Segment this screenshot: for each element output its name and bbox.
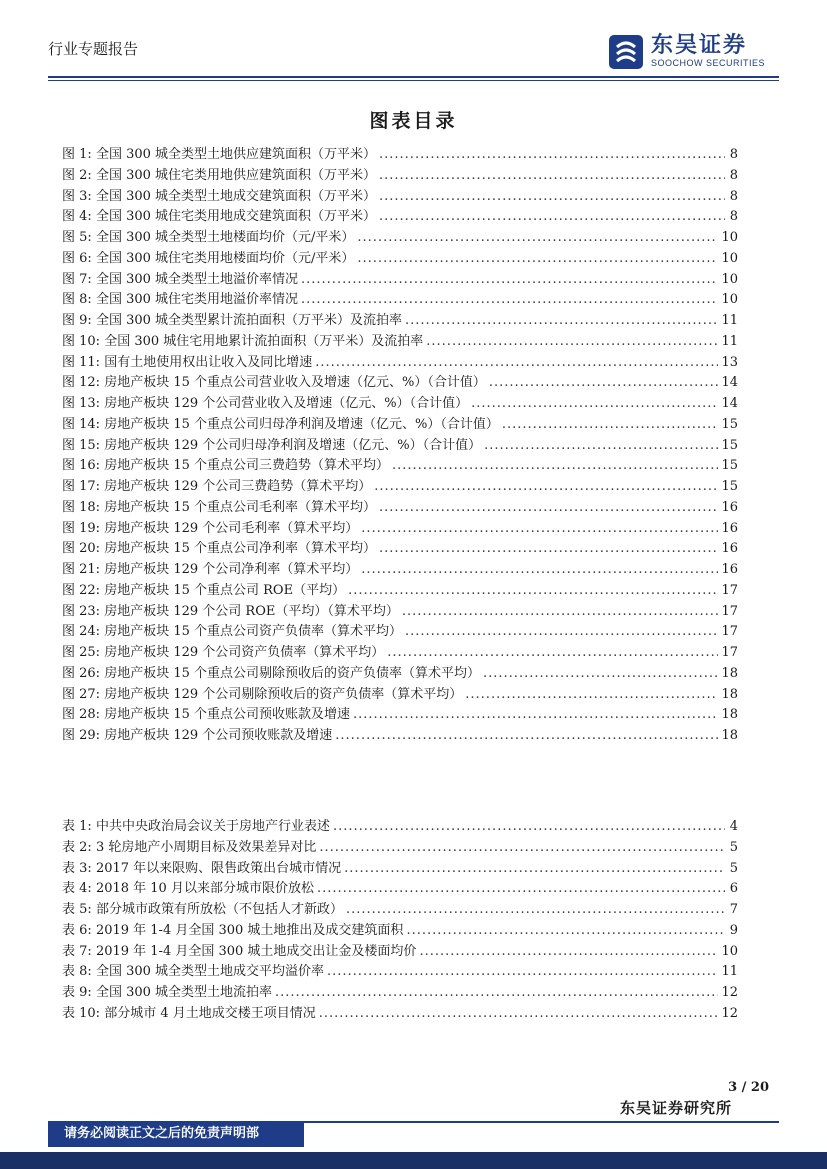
figure-entry-page: 17	[721, 624, 738, 640]
figure-entry-text: 房地产板块 129 个公司营业收入及增速（亿元、%）（合计值）	[104, 396, 469, 411]
bottom-color-band	[0, 1152, 827, 1169]
dot-leader	[348, 583, 718, 598]
figure-entry-title	[62, 600, 399, 619]
figure-entry[interactable]	[62, 558, 738, 579]
figure-entry-text: 房地产板块 15 个重点公司净利率（算术平均）	[104, 541, 377, 557]
figure-entry-text: 房地产板块 129 个公司净利率（算术平均）	[104, 562, 359, 577]
figure-entry[interactable]	[62, 247, 738, 268]
figure-entry-title	[62, 185, 376, 204]
figure-entry-title	[62, 247, 354, 266]
figure-entry-title	[62, 288, 298, 307]
header-divider-thin	[48, 80, 779, 81]
figure-entry-page: 14	[721, 396, 738, 411]
page-number: 3 / 20	[728, 1080, 769, 1095]
figure-entry-text: 房地产板块 129 个公司预收账款及增速	[104, 728, 333, 743]
figure-entry-number: 图 28:	[62, 707, 101, 723]
dot-leader	[357, 230, 718, 245]
figure-entry-title	[62, 579, 345, 598]
header-divider	[48, 76, 779, 78]
figure-entry-title	[62, 683, 462, 702]
figure-entry-text: 全国 300 城全类型土地成交建筑面积（万平米）	[95, 188, 377, 204]
figure-entry-title	[62, 475, 371, 494]
figure-entry-page: 8	[729, 209, 738, 225]
figure-entry[interactable]	[62, 454, 738, 475]
figure-entry-number: 图 23:	[62, 603, 101, 619]
dot-leader	[357, 251, 718, 266]
figure-entry-text: 房地产板块 129 个公司 ROE（平均）（算术平均）	[104, 603, 399, 619]
dot-leader	[471, 396, 718, 411]
figure-entry-text: 房地产板块 129 个公司三费趋势（算术平均）	[104, 479, 372, 494]
table-entry-page: 4	[729, 819, 738, 834]
figure-entry-text: 房地产板块 15 个重点公司营业收入及增速（亿元、%）（合计值）	[104, 375, 486, 391]
table-entry-number: 表 9:	[62, 985, 92, 1000]
figure-entry-page: 18	[721, 707, 738, 723]
figure-entry-title	[62, 641, 384, 660]
figure-entry-page: 10	[721, 250, 738, 266]
figure-entry-number: 图 12:	[62, 375, 101, 391]
table-entry-title	[62, 877, 314, 896]
disclaimer-notice: 请务必阅读正文之后的免责声明部	[48, 1121, 304, 1147]
dot-leader	[387, 645, 718, 660]
figure-entry-number: 图 4:	[62, 209, 92, 225]
figure-entry-number: 图 18:	[62, 499, 101, 515]
figure-entry-page: 17	[721, 603, 738, 619]
table-entry[interactable]	[62, 898, 738, 919]
figure-entry-page: 15	[721, 479, 738, 494]
figure-entry-number: 图 20:	[62, 541, 101, 557]
figure-entry-number: 图 15:	[62, 437, 101, 453]
figure-entry-text: 房地产板块 15 个重点公司资产负债率（算术平均）	[104, 624, 403, 640]
figure-entry-number: 图 29:	[62, 728, 101, 743]
figure-entry[interactable]	[62, 517, 738, 538]
figure-entry-page: 8	[729, 167, 738, 183]
footer-divider	[300, 1121, 779, 1123]
table-entry-text: 2018 年 10 月以来部分城市限价放松	[95, 881, 314, 897]
figure-entry-page: 16	[721, 562, 738, 577]
table-entry-page: 12	[721, 1005, 738, 1021]
figure-entry-title	[62, 371, 486, 390]
figure-entry[interactable]	[62, 600, 738, 621]
figure-entry[interactable]	[62, 434, 738, 455]
figure-entry[interactable]	[62, 579, 738, 600]
figure-entry[interactable]	[62, 185, 738, 206]
dot-leader	[319, 1006, 719, 1021]
figure-entry-text: 房地产板块 129 个公司毛利率（算术平均）	[104, 520, 359, 536]
figure-entry-number: 图 14:	[62, 416, 101, 432]
figure-entry-title	[62, 226, 354, 245]
figure-entry-title	[62, 620, 402, 639]
figure-entry-title	[62, 205, 376, 224]
figure-entry[interactable]	[62, 371, 738, 392]
logo-chinese-name: 东吴证券	[650, 33, 747, 58]
figure-entry-text: 国有土地使用权出让收入及同比增速	[104, 354, 313, 370]
table-entry[interactable]	[62, 919, 738, 940]
figure-entry-text: 全国 300 城住宅类用地成交建筑面积（万平米）	[95, 209, 377, 225]
table-entry-page: 9	[729, 922, 738, 938]
toc-title: 图表目录	[369, 110, 458, 132]
figure-entry-page: 10	[721, 271, 738, 287]
table-entry-title	[62, 898, 343, 917]
figure-entry-page: 15	[721, 458, 738, 474]
table-entry-text: 3 轮房地产小周期目标及效果差异对比	[95, 839, 317, 855]
table-entry-number: 表 7:	[62, 943, 92, 959]
table-entry-page: 6	[729, 881, 738, 897]
figure-entry-number: 图 8:	[62, 292, 92, 308]
table-entry-page: 7	[729, 902, 738, 917]
dot-leader	[489, 375, 719, 390]
figure-entry-text: 房地产板块 15 个重点公司剔除预收后的资产负债率（算术平均）	[104, 665, 481, 681]
figure-entry-number: 图 17:	[62, 479, 101, 494]
dot-leader	[392, 458, 718, 473]
figure-entry-title	[62, 143, 376, 162]
figure-entry-page: 18	[721, 728, 738, 743]
table-entry-page: 5	[729, 860, 738, 876]
dot-leader	[301, 272, 718, 287]
figure-entry-page: 14	[721, 375, 738, 391]
figure-entry-number: 图 2:	[62, 167, 92, 183]
dot-leader	[275, 985, 718, 1000]
table-entry[interactable]	[62, 815, 738, 836]
table-entry-page: 5	[729, 839, 738, 855]
figure-entry-text: 房地产板块 15 个重点公司三费趋势（算术平均）	[104, 458, 390, 474]
table-entry[interactable]	[62, 1002, 738, 1023]
figure-entry-text: 房地产板块 129 个公司剔除预收后的资产负债率（算术平均）	[104, 686, 463, 702]
table-entry-number: 表 2:	[62, 839, 92, 855]
logo-mark-icon	[609, 35, 643, 69]
figure-entry-number: 图 25:	[62, 645, 101, 660]
figure-entry-text: 房地产板块 15 个重点公司毛利率（算术平均）	[104, 499, 377, 515]
figure-entry-text: 全国 300 城全类型土地溢价率情况	[95, 271, 299, 287]
table-entry-title	[62, 1002, 316, 1021]
figure-entry-text: 全国 300 城住宅类用地溢价率情况	[95, 292, 299, 308]
dot-leader	[379, 541, 718, 556]
figure-entry-title	[62, 392, 468, 411]
figure-entry-title	[62, 537, 376, 556]
figure-entry-number: 图 1:	[62, 147, 92, 162]
table-entry-page: 12	[721, 985, 738, 1000]
figure-entry-text: 全国 300 城全类型累计流拍面积（万平米）及流拍率	[95, 313, 403, 328]
dot-leader	[361, 521, 718, 536]
figure-entry-number: 图 7:	[62, 271, 92, 287]
table-entry-text: 2019 年 1-4 月全国 300 城土地推出及成交建筑面积	[95, 922, 404, 938]
dot-leader	[317, 881, 725, 896]
figure-entry-page: 18	[721, 686, 738, 702]
figure-entry-title	[62, 309, 402, 328]
figure-entry[interactable]	[62, 143, 738, 164]
figure-entry-page: 10	[721, 230, 738, 245]
figure-entry[interactable]	[62, 268, 738, 289]
table-entry-title	[62, 815, 330, 834]
dot-leader	[344, 861, 725, 876]
figure-entry-number: 图 21:	[62, 562, 101, 577]
table-entry[interactable]	[62, 836, 738, 857]
table-entry-title	[62, 981, 272, 1000]
figure-entry-number: 图 22:	[62, 582, 101, 598]
figure-entry-title	[62, 413, 499, 432]
dot-leader	[333, 819, 725, 834]
figure-entry-page: 15	[721, 416, 738, 432]
figure-entry[interactable]	[62, 683, 738, 704]
table-entry-number: 表 5:	[62, 902, 92, 917]
dot-leader	[361, 562, 718, 577]
figure-entry-page: 17	[721, 645, 738, 660]
figure-entry-number: 图 26:	[62, 665, 101, 681]
figure-entry[interactable]	[62, 475, 738, 496]
company-logo	[609, 34, 765, 69]
figure-entry[interactable]	[62, 703, 738, 724]
dot-leader	[319, 840, 725, 855]
table-entry-text: 全国 300 城全类型土地流拍率	[95, 985, 273, 1000]
figure-entry-page: 16	[721, 499, 738, 515]
figure-entry-page: 11	[721, 313, 738, 328]
table-entry-title	[62, 919, 403, 938]
figure-entry-text: 全国 300 城住宅用地累计流拍面积（万平米）及流拍率	[104, 333, 424, 349]
figure-entry[interactable]	[62, 205, 738, 226]
figure-entry-title	[62, 496, 376, 515]
report-type-label: 行业专题报告	[48, 40, 139, 58]
dot-leader	[346, 902, 725, 917]
table-entry-text: 部分城市 4 月土地成交楼王项目情况	[104, 1005, 316, 1021]
figure-entry-text: 全国 300 城住宅类用地供应建筑面积（万平米）	[95, 167, 377, 183]
dot-leader	[374, 479, 718, 494]
dot-leader	[465, 687, 718, 702]
figure-entry[interactable]	[62, 496, 738, 517]
table-entry-text: 2019 年 1-4 月全国 300 城土地成交出让金及楼面均价	[95, 943, 417, 959]
figure-entry[interactable]	[62, 662, 738, 683]
figure-entry-text: 房地产板块 15 个重点公司预收账款及增速	[104, 707, 351, 723]
figure-entry[interactable]	[62, 413, 738, 434]
table-entry-text: 部分城市政策有所放松（不包括人才新政）	[95, 902, 343, 917]
figure-entry-number: 图 11:	[62, 354, 101, 370]
figure-entry-number: 图 27:	[62, 686, 101, 702]
dot-leader	[379, 500, 718, 515]
dot-leader	[327, 964, 718, 979]
figure-entry[interactable]	[62, 309, 738, 330]
figure-entry[interactable]	[62, 641, 738, 662]
figure-entry-text: 房地产板块 15 个重点公司 ROE（平均）	[104, 582, 346, 598]
dot-leader	[335, 728, 718, 743]
dot-leader	[379, 168, 725, 183]
figure-entry-number: 图 3:	[62, 188, 92, 204]
figure-entry[interactable]	[62, 164, 738, 185]
figure-entry-title	[62, 454, 389, 473]
table-entry-number: 表 4:	[62, 881, 92, 897]
table-entry-title	[62, 960, 324, 979]
figure-entry[interactable]	[62, 330, 738, 351]
table-entry-number: 表 8:	[62, 964, 92, 980]
figure-entry-number: 图 16:	[62, 458, 101, 474]
figure-entry-number: 图 24:	[62, 624, 101, 640]
logo-english-name: SOOCHOW SECURITIES	[650, 58, 765, 68]
table-entry[interactable]	[62, 981, 738, 1002]
figure-entry-page: 8	[729, 147, 738, 162]
dot-leader	[405, 624, 718, 639]
figure-entry-number: 图 9:	[62, 313, 92, 328]
figure-entry-title	[62, 662, 480, 681]
table-entry-number: 表 3:	[62, 860, 92, 876]
figure-entry-title	[62, 558, 358, 577]
table-entry[interactable]	[62, 960, 738, 981]
figure-entry-title	[62, 164, 376, 183]
figure-list	[62, 143, 738, 745]
figure-entry-text: 全国 300 城住宅类用地楼面均价（元/平米）	[95, 250, 355, 266]
table-entry-number: 表 6:	[62, 922, 92, 938]
figure-entry-page: 13	[721, 354, 738, 370]
figure-entry[interactable]	[62, 288, 738, 309]
figure-entry[interactable]	[62, 724, 738, 745]
table-entry-text: 2017 年以来限购、限售政策出台城市情况	[95, 860, 342, 876]
dot-leader	[419, 944, 718, 959]
figure-entry-text: 全国 300 城全类型土地供应建筑面积（万平米）	[95, 147, 377, 162]
table-entry-number: 表 1:	[62, 819, 92, 834]
figure-entry-text: 房地产板块 15 个重点公司归母净利润及增速（亿元、%）（合计值）	[104, 416, 499, 432]
figure-entry-title	[62, 517, 358, 536]
figure-entry-number: 图 19:	[62, 520, 101, 536]
table-entry-number: 表 10:	[62, 1005, 101, 1021]
figure-entry[interactable]	[62, 351, 738, 372]
dot-leader	[379, 147, 725, 162]
dot-leader	[406, 923, 725, 938]
table-entry-text: 全国 300 城全类型土地成交平均溢价率	[95, 964, 325, 980]
figure-entry-title	[62, 724, 332, 743]
table-entry-title	[62, 940, 416, 959]
table-entry[interactable]	[62, 877, 738, 898]
figure-entry-number: 图 5:	[62, 230, 92, 245]
figure-entry-title	[62, 434, 481, 453]
dot-leader	[426, 334, 718, 349]
dot-leader	[402, 604, 719, 619]
figure-entry-page: 16	[721, 520, 738, 536]
dot-leader	[502, 417, 719, 432]
figure-entry-number: 图 6:	[62, 250, 92, 266]
table-entry-title	[62, 857, 341, 876]
table-entry[interactable]	[62, 940, 738, 961]
figure-entry-number: 图 10:	[62, 333, 101, 349]
table-entry-page: 11	[721, 964, 738, 980]
figure-entry[interactable]	[62, 620, 738, 641]
dot-leader	[405, 313, 718, 328]
dot-leader	[379, 209, 725, 224]
figure-entry-text: 房地产板块 129 个公司归母净利润及增速（亿元、%）（合计值）	[104, 437, 482, 453]
table-entry-text: 中共中央政治局会议关于房地产行业表述	[95, 819, 330, 834]
figure-entry[interactable]	[62, 226, 738, 247]
figure-entry-page: 16	[721, 541, 738, 557]
figure-entry-page: 8	[729, 188, 738, 204]
figure-entry-page: 17	[721, 582, 738, 598]
figure-entry-page: 18	[721, 665, 738, 681]
figure-entry-text: 房地产板块 129 个公司资产负债率（算术平均）	[104, 645, 385, 660]
figure-entry-page: 10	[721, 292, 738, 308]
dot-leader	[315, 355, 718, 370]
figure-entry[interactable]	[62, 537, 738, 558]
figure-entry-page: 15	[721, 437, 738, 453]
dot-leader	[484, 438, 718, 453]
table-entry-title	[62, 836, 316, 855]
figure-entry-title	[62, 330, 423, 349]
figure-entry-text: 全国 300 城全类型土地楼面均价（元/平米）	[95, 230, 355, 245]
dot-leader	[353, 707, 718, 722]
figure-entry-title	[62, 351, 312, 370]
figure-entry-page: 11	[721, 333, 738, 349]
figure-entry-title	[62, 268, 298, 287]
dot-leader	[483, 666, 718, 681]
table-entry[interactable]	[62, 857, 738, 878]
figure-entry-title	[62, 703, 350, 722]
figure-entry-number: 图 13:	[62, 396, 101, 411]
dot-leader	[379, 189, 725, 204]
research-institute-name: 东吴证券研究所	[619, 1099, 732, 1117]
table-entry-page: 10	[721, 943, 738, 959]
figure-entry[interactable]	[62, 392, 738, 413]
table-list	[62, 815, 738, 1023]
dot-leader	[301, 292, 718, 307]
